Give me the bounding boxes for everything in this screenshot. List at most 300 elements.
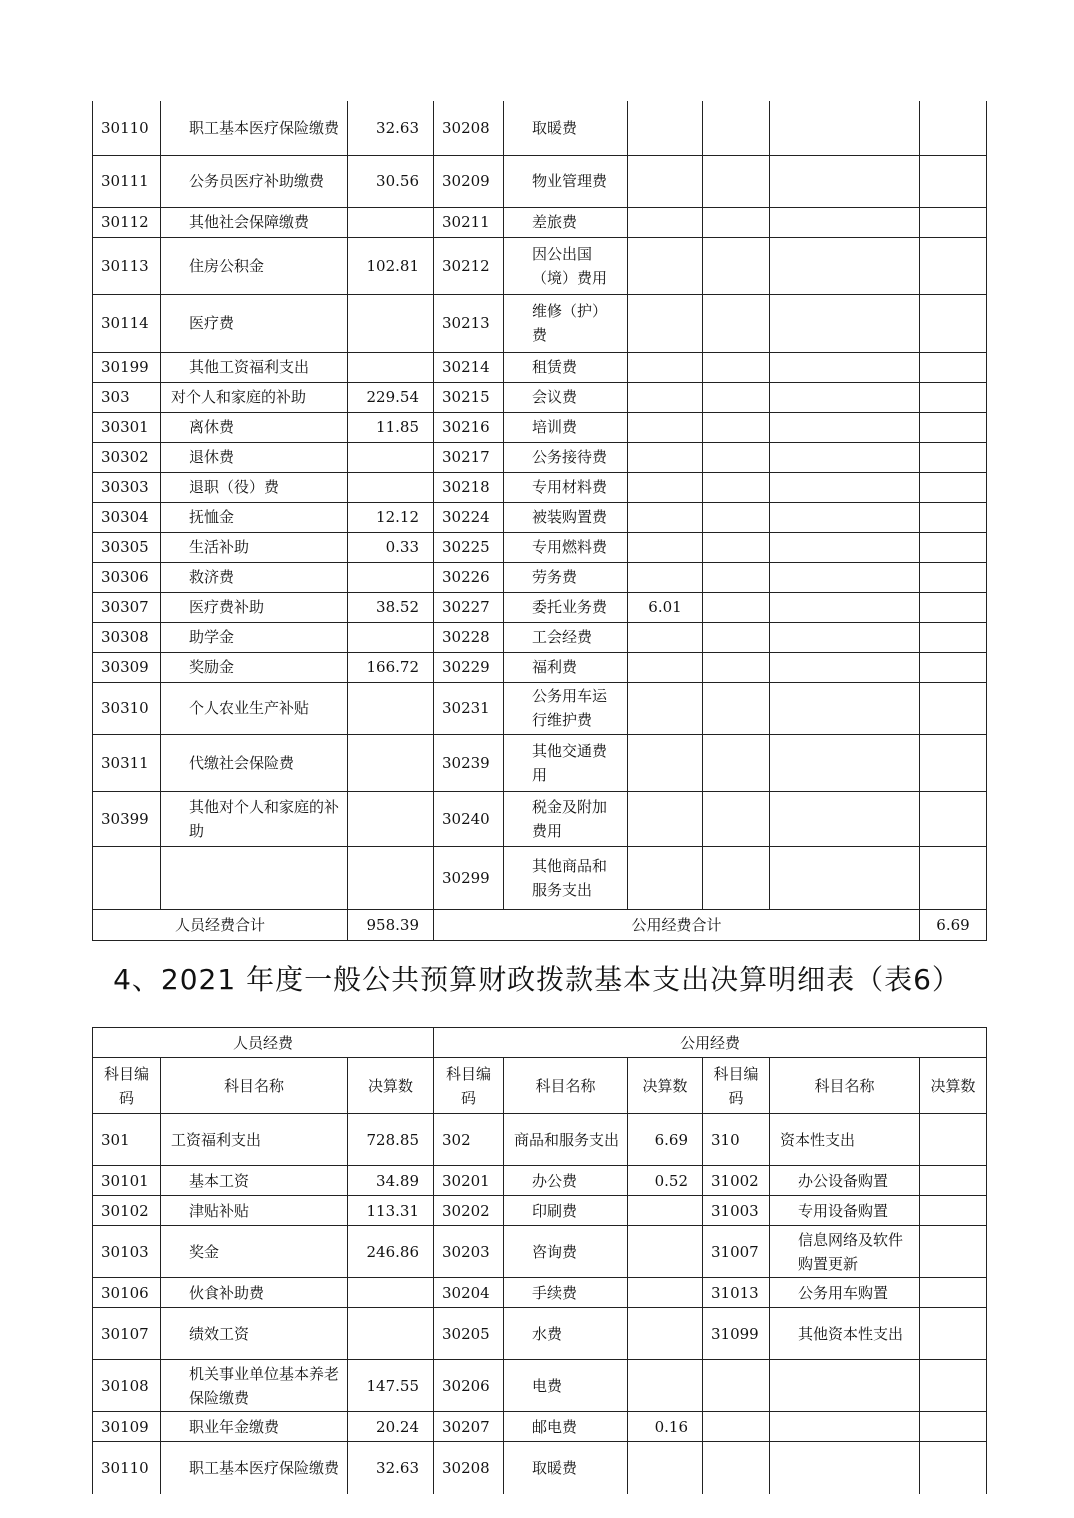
empty-cell xyxy=(920,622,987,652)
code-cell: 30208 xyxy=(434,1442,504,1494)
empty-cell xyxy=(920,155,987,207)
name-cell: 培训费 xyxy=(504,412,628,442)
table-row xyxy=(93,294,987,352)
name-cell: 其他商品和服务支出 xyxy=(504,846,628,909)
table-row xyxy=(93,472,987,502)
amount-cell xyxy=(348,562,434,592)
code-cell: 30226 xyxy=(434,562,504,592)
name-cell: 办公设备购置 xyxy=(770,1166,920,1196)
empty-cell xyxy=(703,382,770,412)
table-row xyxy=(93,207,987,237)
empty-cell xyxy=(703,237,770,294)
amount-cell: 0.33 xyxy=(348,532,434,562)
name-cell: 租赁费 xyxy=(504,352,628,382)
amount-cell xyxy=(628,1308,703,1360)
amount-cell: 6.69 xyxy=(628,1114,703,1166)
name-cell: 物业管理费 xyxy=(504,155,628,207)
name-cell: 职工基本医疗保险缴费 xyxy=(161,1442,348,1494)
table-row xyxy=(93,734,987,791)
amount-cell xyxy=(348,622,434,652)
code-cell: 30107 xyxy=(93,1308,161,1360)
table-row xyxy=(93,502,987,532)
name-cell: 福利费 xyxy=(504,652,628,682)
amount-cell xyxy=(348,682,434,734)
name-cell: 其他交通费用 xyxy=(504,734,628,791)
amount-cell xyxy=(628,1278,703,1308)
table-row xyxy=(93,1226,987,1278)
empty-cell xyxy=(703,155,770,207)
amount-cell xyxy=(628,412,703,442)
name-cell: 印刷费 xyxy=(504,1196,628,1226)
empty-cell xyxy=(920,791,987,846)
empty-cell xyxy=(770,412,920,442)
amount-cell xyxy=(920,1114,987,1166)
bottom-detail-table xyxy=(92,1027,987,1494)
empty-cell xyxy=(770,622,920,652)
name-cell: 其他对个人和家庭的补助 xyxy=(161,791,348,846)
table-row xyxy=(93,352,987,382)
code-cell: 30302 xyxy=(93,442,161,472)
amount-cell: 11.85 xyxy=(348,412,434,442)
total-public-value: 6.69 xyxy=(920,909,987,940)
amount-cell: 246.86 xyxy=(348,1226,434,1278)
empty-cell xyxy=(920,472,987,502)
empty-cell xyxy=(770,652,920,682)
name-cell: 医疗费补助 xyxy=(161,592,348,622)
col-code-3: 科目编码 xyxy=(703,1058,770,1114)
empty-cell xyxy=(920,734,987,791)
amount-cell xyxy=(628,1226,703,1278)
total-row xyxy=(93,909,987,940)
name-cell: 邮电费 xyxy=(504,1412,628,1442)
amount-cell xyxy=(628,101,703,155)
amount-cell xyxy=(628,652,703,682)
code-cell: 30110 xyxy=(93,101,161,155)
name-cell: 基本工资 xyxy=(161,1166,348,1196)
code-cell: 30113 xyxy=(93,237,161,294)
amount-cell xyxy=(348,734,434,791)
name-cell: 工会经费 xyxy=(504,622,628,652)
name-cell: 公务用车运行维护费 xyxy=(504,682,628,734)
col-code-2: 科目编码 xyxy=(434,1058,504,1114)
empty-cell xyxy=(703,652,770,682)
name-cell: 奖金 xyxy=(161,1226,348,1278)
empty-cell xyxy=(770,207,920,237)
name-cell: 离休费 xyxy=(161,412,348,442)
name-cell: 其他社会保障缴费 xyxy=(161,207,348,237)
amount-cell: 6.01 xyxy=(628,592,703,622)
table-row xyxy=(93,1114,987,1166)
code-cell: 30228 xyxy=(434,622,504,652)
code-cell: 30213 xyxy=(434,294,504,352)
name-cell: 其他工资福利支出 xyxy=(161,352,348,382)
amount-cell xyxy=(920,1412,987,1442)
amount-cell: 20.24 xyxy=(348,1412,434,1442)
empty-cell xyxy=(770,592,920,622)
total-public-label: 公用经费合计 xyxy=(434,909,920,940)
table-row xyxy=(93,1196,987,1226)
table-row xyxy=(93,442,987,472)
table-row xyxy=(93,682,987,734)
page-title: 4、2021 年度一般公共预算财政拨款基本支出决算明细表（表6） xyxy=(113,963,961,996)
amount-cell xyxy=(628,532,703,562)
code-cell: 30227 xyxy=(434,592,504,622)
empty-cell xyxy=(920,412,987,442)
table-row xyxy=(93,237,987,294)
empty-cell xyxy=(920,502,987,532)
name-cell: 公务用车购置 xyxy=(770,1278,920,1308)
name-cell: 退职（役）费 xyxy=(161,472,348,502)
code-cell: 310 xyxy=(703,1114,770,1166)
amount-cell xyxy=(628,682,703,734)
empty-cell xyxy=(770,382,920,412)
code-cell: 31099 xyxy=(703,1308,770,1360)
name-cell: 退休费 xyxy=(161,442,348,472)
amount-cell xyxy=(348,846,434,909)
code-cell xyxy=(703,1412,770,1442)
code-cell: 30202 xyxy=(434,1196,504,1226)
empty-cell xyxy=(770,562,920,592)
amount-cell xyxy=(628,207,703,237)
name-cell: 住房公积金 xyxy=(161,237,348,294)
empty-cell xyxy=(703,412,770,442)
code-cell: 30303 xyxy=(93,472,161,502)
code-cell: 30216 xyxy=(434,412,504,442)
amount-cell xyxy=(628,352,703,382)
code-cell: 30240 xyxy=(434,791,504,846)
amount-cell xyxy=(348,472,434,502)
amount-cell xyxy=(348,791,434,846)
amount-cell xyxy=(628,502,703,532)
amount-cell xyxy=(628,791,703,846)
amount-cell xyxy=(920,1278,987,1308)
code-cell: 30217 xyxy=(434,442,504,472)
table-row xyxy=(93,1278,987,1308)
table-row xyxy=(93,652,987,682)
amount-cell: 32.63 xyxy=(348,101,434,155)
empty-cell xyxy=(703,352,770,382)
code-cell: 30306 xyxy=(93,562,161,592)
empty-cell xyxy=(920,237,987,294)
code-cell xyxy=(703,1442,770,1494)
name-cell: 抚恤金 xyxy=(161,502,348,532)
table-row xyxy=(93,1442,987,1494)
code-cell: 30109 xyxy=(93,1412,161,1442)
empty-cell xyxy=(920,846,987,909)
code-cell: 30399 xyxy=(93,791,161,846)
col-name-1: 科目名称 xyxy=(161,1058,348,1114)
table-row xyxy=(93,846,987,909)
code-cell: 30207 xyxy=(434,1412,504,1442)
name-cell: 电费 xyxy=(504,1360,628,1412)
empty-cell xyxy=(703,532,770,562)
col-amount-1: 决算数 xyxy=(348,1058,434,1114)
code-cell: 31002 xyxy=(703,1166,770,1196)
amount-cell xyxy=(920,1360,987,1412)
table-row xyxy=(93,1308,987,1360)
code-cell: 30203 xyxy=(434,1226,504,1278)
empty-cell xyxy=(703,682,770,734)
code-cell: 30307 xyxy=(93,592,161,622)
name-cell: 委托业务费 xyxy=(504,592,628,622)
name-cell: 专用材料费 xyxy=(504,472,628,502)
code-cell: 30229 xyxy=(434,652,504,682)
code-cell: 30214 xyxy=(434,352,504,382)
code-cell: 30108 xyxy=(93,1360,161,1412)
name-cell: 医疗费 xyxy=(161,294,348,352)
name-cell: 职业年金缴费 xyxy=(161,1412,348,1442)
name-cell: 其他资本性支出 xyxy=(770,1308,920,1360)
amount-cell xyxy=(628,442,703,472)
name-cell: 因公出国（境）费用 xyxy=(504,237,628,294)
name-cell: 取暖费 xyxy=(504,101,628,155)
amount-cell xyxy=(628,846,703,909)
name-cell: 生活补助 xyxy=(161,532,348,562)
amount-cell xyxy=(348,1308,434,1360)
name-cell: 专用设备购置 xyxy=(770,1196,920,1226)
col-code-1: 科目编码 xyxy=(93,1058,161,1114)
code-cell: 30305 xyxy=(93,532,161,562)
table-row xyxy=(93,101,987,155)
code-cell: 31007 xyxy=(703,1226,770,1278)
amount-cell: 32.63 xyxy=(348,1442,434,1494)
code-cell: 30201 xyxy=(434,1166,504,1196)
empty-cell xyxy=(920,352,987,382)
code-cell: 30311 xyxy=(93,734,161,791)
name-cell: 水费 xyxy=(504,1308,628,1360)
empty-cell xyxy=(770,294,920,352)
empty-cell xyxy=(770,846,920,909)
empty-cell xyxy=(703,734,770,791)
name-cell: 代缴社会保险费 xyxy=(161,734,348,791)
name-cell: 资本性支出 xyxy=(770,1114,920,1166)
name-cell: 机关事业单位基本养老保险缴费 xyxy=(161,1360,348,1412)
col-amount-3: 决算数 xyxy=(920,1058,987,1114)
empty-cell xyxy=(703,846,770,909)
name-cell xyxy=(770,1412,920,1442)
table-row xyxy=(93,1412,987,1442)
code-cell: 30208 xyxy=(434,101,504,155)
name-cell xyxy=(770,1360,920,1412)
code-cell: 30212 xyxy=(434,237,504,294)
amount-cell: 0.16 xyxy=(628,1412,703,1442)
code-cell: 30106 xyxy=(93,1278,161,1308)
name-cell: 公务接待费 xyxy=(504,442,628,472)
code-cell xyxy=(93,846,161,909)
table-row xyxy=(93,1166,987,1196)
name-cell: 工资福利支出 xyxy=(161,1114,348,1166)
empty-cell xyxy=(920,652,987,682)
empty-cell xyxy=(920,682,987,734)
code-cell: 30102 xyxy=(93,1196,161,1226)
total-personnel-value: 958.39 xyxy=(348,909,434,940)
amount-cell: 38.52 xyxy=(348,592,434,622)
amount-cell xyxy=(628,294,703,352)
amount-cell xyxy=(348,352,434,382)
code-cell: 30199 xyxy=(93,352,161,382)
table-row xyxy=(93,562,987,592)
code-cell: 31003 xyxy=(703,1196,770,1226)
col-name-2: 科目名称 xyxy=(504,1058,628,1114)
code-cell: 30309 xyxy=(93,652,161,682)
amount-cell: 728.85 xyxy=(348,1114,434,1166)
name-cell: 公务员医疗补助缴费 xyxy=(161,155,348,207)
empty-cell xyxy=(920,207,987,237)
table-row xyxy=(93,592,987,622)
empty-cell xyxy=(770,532,920,562)
amount-cell xyxy=(348,442,434,472)
amount-cell: 30.56 xyxy=(348,155,434,207)
code-cell: 30224 xyxy=(434,502,504,532)
empty-cell xyxy=(703,622,770,652)
empty-cell xyxy=(703,592,770,622)
code-cell: 30114 xyxy=(93,294,161,352)
code-cell: 30110 xyxy=(93,1442,161,1494)
empty-cell xyxy=(920,442,987,472)
name-cell: 个人农业生产补贴 xyxy=(161,682,348,734)
amount-cell: 113.31 xyxy=(348,1196,434,1226)
amount-cell xyxy=(628,734,703,791)
code-cell: 30112 xyxy=(93,207,161,237)
amount-cell xyxy=(628,562,703,592)
amount-cell xyxy=(920,1196,987,1226)
code-cell: 30218 xyxy=(434,472,504,502)
amount-cell: 229.54 xyxy=(348,382,434,412)
empty-cell xyxy=(920,294,987,352)
name-cell: 咨询费 xyxy=(504,1226,628,1278)
col-name-3: 科目名称 xyxy=(770,1058,920,1114)
empty-cell xyxy=(770,101,920,155)
code-cell: 30215 xyxy=(434,382,504,412)
empty-cell xyxy=(703,472,770,502)
code-cell: 30204 xyxy=(434,1278,504,1308)
empty-cell xyxy=(770,472,920,502)
name-cell: 差旅费 xyxy=(504,207,628,237)
empty-cell xyxy=(920,382,987,412)
amount-cell: 12.12 xyxy=(348,502,434,532)
name-cell: 助学金 xyxy=(161,622,348,652)
name-cell: 手续费 xyxy=(504,1278,628,1308)
header-public: 公用经费 xyxy=(434,1028,987,1058)
table-row xyxy=(93,1360,987,1412)
name-cell: 税金及附加费用 xyxy=(504,791,628,846)
amount-cell: 102.81 xyxy=(348,237,434,294)
amount-cell xyxy=(628,622,703,652)
code-cell: 30225 xyxy=(434,532,504,562)
amount-cell xyxy=(348,294,434,352)
amount-cell: 0.52 xyxy=(628,1166,703,1196)
header-personnel: 人员经费 xyxy=(93,1028,434,1058)
empty-cell xyxy=(703,207,770,237)
table-row xyxy=(93,412,987,442)
name-cell: 奖励金 xyxy=(161,652,348,682)
empty-cell xyxy=(703,294,770,352)
code-cell: 30308 xyxy=(93,622,161,652)
name-cell: 劳务费 xyxy=(504,562,628,592)
empty-cell xyxy=(703,502,770,532)
name-cell: 对个人和家庭的补助 xyxy=(161,382,348,412)
code-cell: 30209 xyxy=(434,155,504,207)
empty-cell xyxy=(920,532,987,562)
empty-cell xyxy=(703,791,770,846)
name-cell: 职工基本医疗保险缴费 xyxy=(161,101,348,155)
code-cell: 30310 xyxy=(93,682,161,734)
code-cell: 30301 xyxy=(93,412,161,442)
code-cell: 30239 xyxy=(434,734,504,791)
empty-cell xyxy=(920,101,987,155)
name-cell: 取暖费 xyxy=(504,1442,628,1494)
name-cell: 商品和服务支出 xyxy=(504,1114,628,1166)
name-cell: 救济费 xyxy=(161,562,348,592)
code-cell: 30206 xyxy=(434,1360,504,1412)
table-row xyxy=(93,532,987,562)
name-cell: 专用燃料费 xyxy=(504,532,628,562)
code-cell: 31013 xyxy=(703,1278,770,1308)
amount-cell: 147.55 xyxy=(348,1360,434,1412)
table-row xyxy=(93,791,987,846)
name-cell: 津贴补贴 xyxy=(161,1196,348,1226)
empty-cell xyxy=(703,442,770,472)
empty-cell xyxy=(920,592,987,622)
amount-cell xyxy=(628,237,703,294)
amount-cell xyxy=(628,155,703,207)
empty-cell xyxy=(703,562,770,592)
empty-cell xyxy=(770,502,920,532)
empty-cell xyxy=(703,101,770,155)
amount-cell xyxy=(348,1278,434,1308)
code-cell: 303 xyxy=(93,382,161,412)
name-cell: 被装购置费 xyxy=(504,502,628,532)
code-cell: 302 xyxy=(434,1114,504,1166)
table-row xyxy=(93,155,987,207)
code-cell: 30299 xyxy=(434,846,504,909)
code-cell: 30304 xyxy=(93,502,161,532)
empty-cell xyxy=(770,352,920,382)
amount-cell xyxy=(628,1442,703,1494)
amount-cell xyxy=(348,207,434,237)
name-cell: 维修（护）费 xyxy=(504,294,628,352)
amount-cell xyxy=(920,1308,987,1360)
code-cell: 301 xyxy=(93,1114,161,1166)
name-cell: 信息网络及软件购置更新 xyxy=(770,1226,920,1278)
name-cell: 伙食补助费 xyxy=(161,1278,348,1308)
empty-cell xyxy=(920,562,987,592)
amount-cell xyxy=(628,472,703,502)
name-cell: 绩效工资 xyxy=(161,1308,348,1360)
empty-cell xyxy=(770,155,920,207)
name-cell: 办公费 xyxy=(504,1166,628,1196)
empty-cell xyxy=(770,734,920,791)
code-cell: 30211 xyxy=(434,207,504,237)
name-cell xyxy=(770,1442,920,1494)
empty-cell xyxy=(770,682,920,734)
name-cell: 会议费 xyxy=(504,382,628,412)
code-cell: 30103 xyxy=(93,1226,161,1278)
top-detail-table xyxy=(92,101,987,941)
name-cell xyxy=(161,846,348,909)
code-cell: 30231 xyxy=(434,682,504,734)
empty-cell xyxy=(770,442,920,472)
code-cell xyxy=(703,1360,770,1412)
empty-cell xyxy=(770,237,920,294)
code-cell: 30205 xyxy=(434,1308,504,1360)
table-row xyxy=(93,382,987,412)
amount-cell: 166.72 xyxy=(348,652,434,682)
total-personnel-label: 人员经费合计 xyxy=(93,909,348,940)
amount-cell: 34.89 xyxy=(348,1166,434,1196)
col-amount-2: 决算数 xyxy=(628,1058,703,1114)
empty-cell xyxy=(770,791,920,846)
